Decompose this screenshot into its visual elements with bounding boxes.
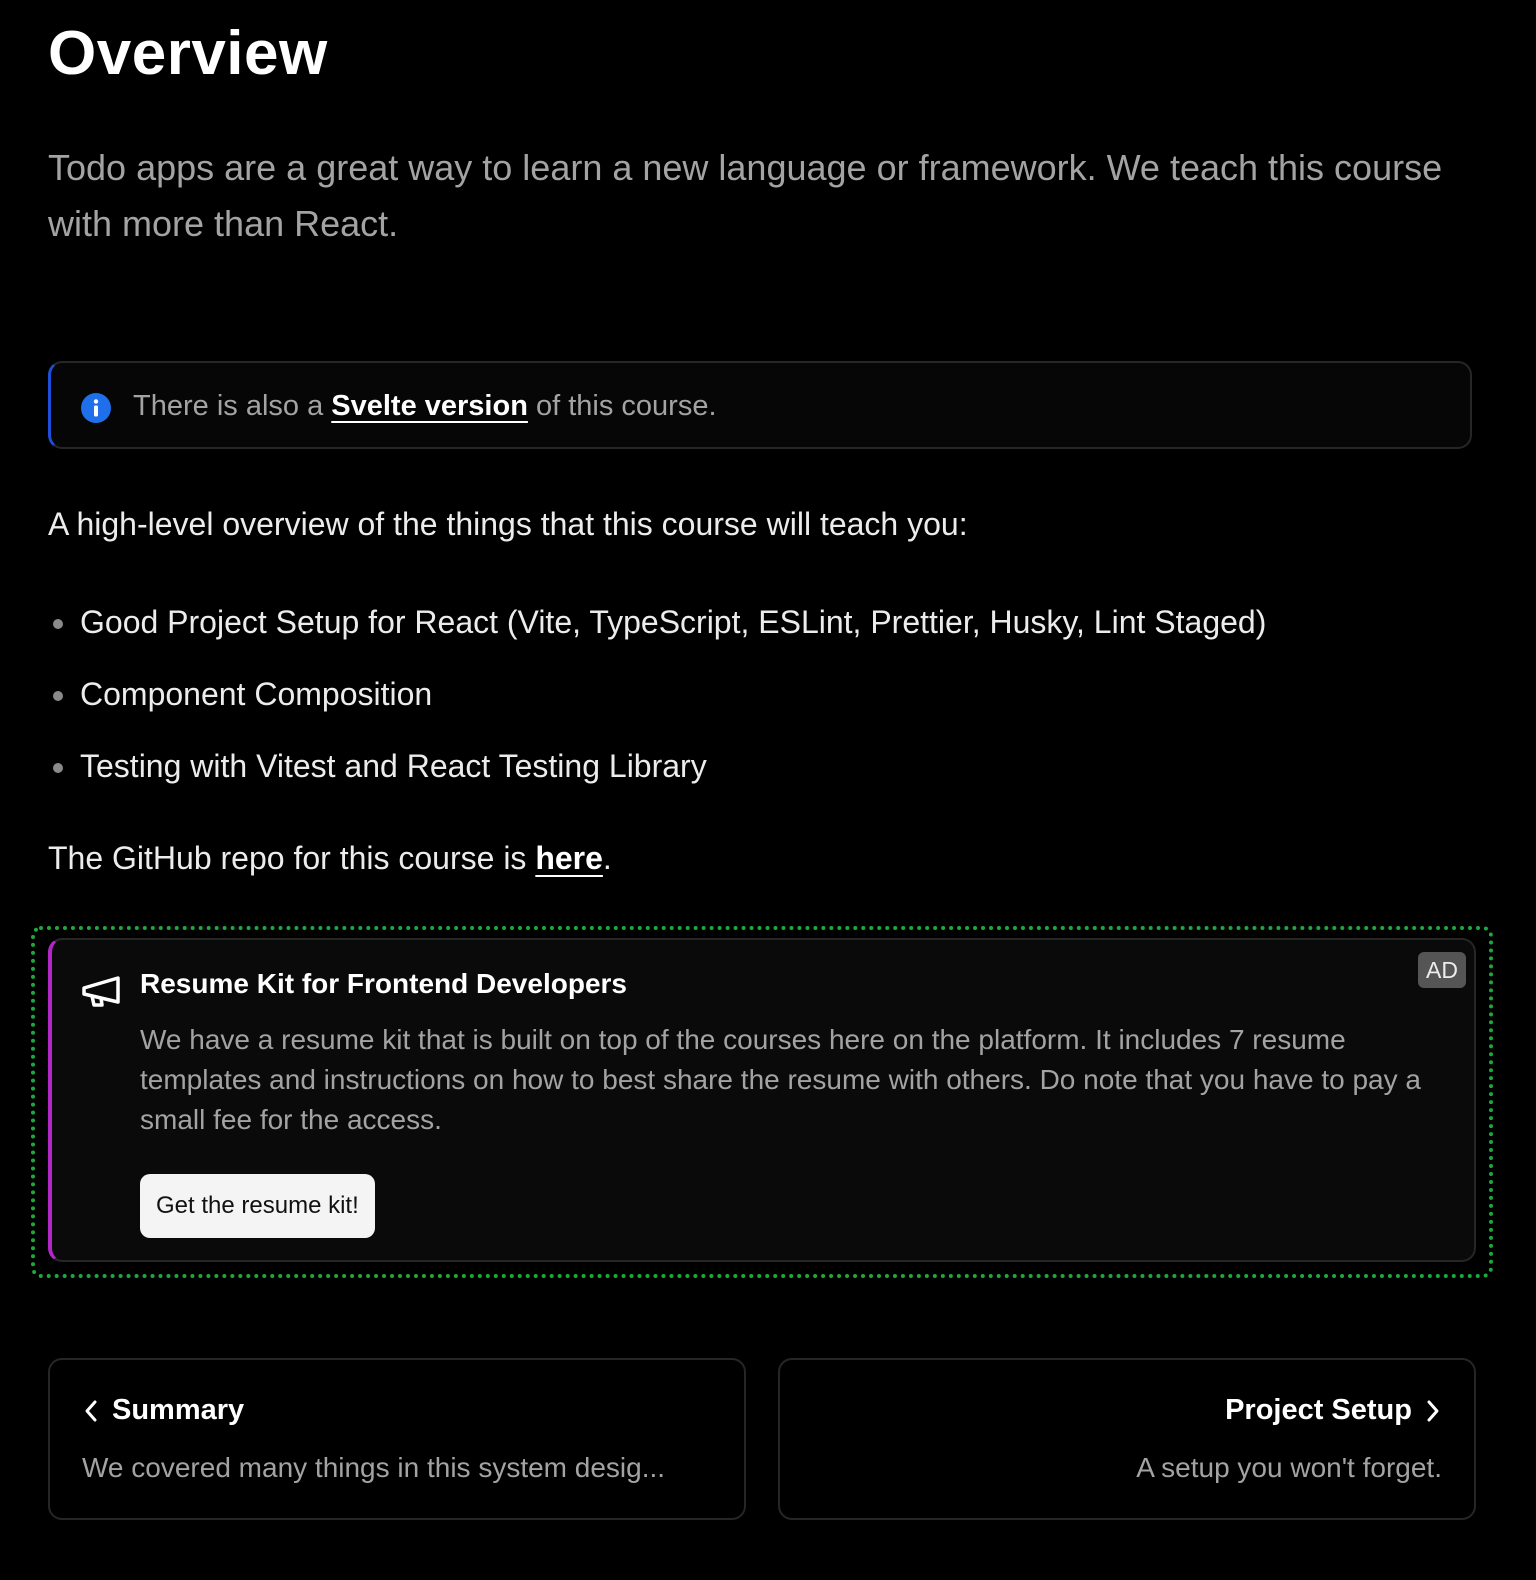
info-icon <box>81 393 111 423</box>
ad-badge: AD <box>1418 952 1466 988</box>
prev-lesson-title: Summary <box>82 1394 244 1427</box>
prev-lesson-link[interactable] <box>48 1358 746 1520</box>
chevron-left-icon <box>82 1398 100 1424</box>
bullet-icon <box>53 619 63 629</box>
list-item: Testing with Vitest and React Testing Library <box>48 744 1266 816</box>
bullet-icon <box>53 691 63 701</box>
info-callout <box>48 361 1472 449</box>
ad-card <box>48 938 1476 1262</box>
next-lesson-link[interactable] <box>778 1358 1476 1520</box>
next-lesson-title: Project Setup <box>1225 1394 1442 1427</box>
list-item: Good Project Setup for React (Vite, TypeScript, ESLint, Prettier, Husky, Lint Staged) <box>48 600 1266 672</box>
page-title: Overview <box>48 19 328 88</box>
topics-list <box>48 600 1266 816</box>
next-lesson-description: A setup you won't forget. <box>1136 1452 1442 1483</box>
topics-lead: A high-level overview of the things that this course will teach you: <box>48 506 968 542</box>
page-intro: Todo apps are a great way to learn a new language or framework. We teach this course with more than React. <box>48 147 1443 244</box>
list-item: Component Composition <box>48 672 1266 744</box>
megaphone-icon <box>80 974 122 1010</box>
repo-link[interactable]: here <box>535 840 603 876</box>
chevron-right-icon <box>1424 1398 1442 1424</box>
ad-body: We have a resume kit that is built on top of the courses here on the platform. It includes 7 resume templates and instructions on how to best share the resume with others. Do note that you have to pay a small fee for the access. <box>140 1024 1421 1135</box>
repo-paragraph: The GitHub repo for this course is here. <box>48 840 612 876</box>
bullet-icon <box>53 763 63 773</box>
prev-lesson-description: We covered many things in this system desig... <box>82 1452 666 1483</box>
svelte-version-link[interactable]: Svelte version <box>331 390 528 422</box>
ad-title: Resume Kit for Frontend Developers <box>140 968 627 999</box>
get-resume-kit-button[interactable]: Get the resume kit! <box>140 1174 375 1238</box>
callout-text: There is also a Svelte version of this course. <box>133 390 717 422</box>
